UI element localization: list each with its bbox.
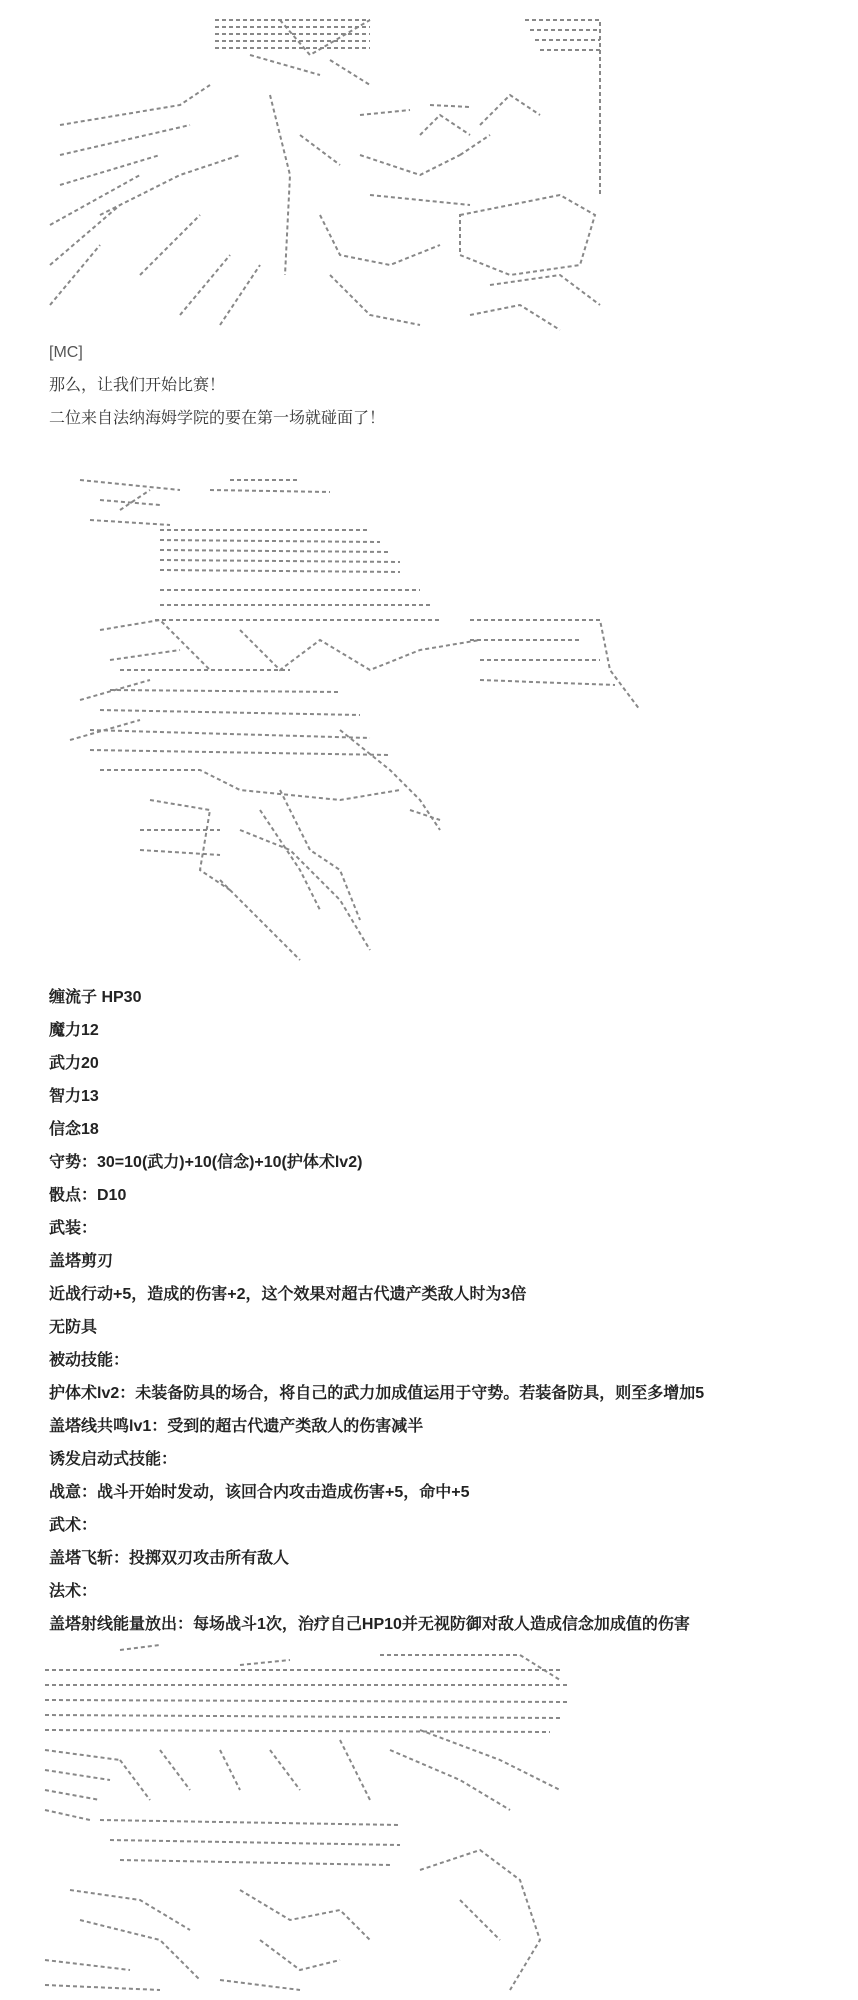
character-sheet-line: 骰点：D10 <box>49 1187 127 1204</box>
character-sheet-line: 武术： <box>49 1517 98 1534</box>
character-sheet-line: 盖塔飞斩：投掷双刃攻击所有敌人 <box>49 1550 290 1567</box>
ascii-art-illustration-top <box>40 15 640 335</box>
character-sheet-line: 缠流子 HP30 <box>49 989 142 1006</box>
character-sheet-line: 盖塔线共鸣lv1：受到的超古代遗产类敌人的伤害减半 <box>49 1418 424 1435</box>
character-sheet-line: 无防具 <box>49 1319 98 1336</box>
ascii-art-illustration-character <box>40 470 640 970</box>
character-sheet-line: 智力13 <box>49 1088 99 1105</box>
character-sheet-line: 守势：30=10(武力)+10(信念)+10(护体术lv2) <box>49 1154 363 1171</box>
character-sheet-line: 诱发启动式技能： <box>49 1451 178 1468</box>
character-sheet-line: 法术： <box>49 1583 98 1600</box>
character-sheet-line: 信念18 <box>49 1121 99 1138</box>
dialogue-speaker: [MC] <box>49 344 83 361</box>
character-sheet-line: 护体术lv2：未装备防具的场合，将自己的武力加成值运用于守势。若装备防具，则至多增加5 <box>49 1385 705 1402</box>
character-sheet-line: 武力20 <box>49 1055 99 1072</box>
character-sheet-line: 近战行动+5，造成的伤害+2，这个效果对超古代遗产类敌人时为3倍 <box>49 1286 527 1303</box>
character-sheet-line: 魔力12 <box>49 1022 99 1039</box>
character-sheet-line: 被动技能： <box>49 1352 130 1369</box>
dialogue-line-1: 那么，让我们开始比赛！ <box>49 377 226 394</box>
character-sheet-line: 战意：战斗开始时发动，该回合内攻击造成伤害+5，命中+5 <box>49 1484 470 1501</box>
character-sheet-line: 武装： <box>49 1220 98 1237</box>
ascii-art-illustration-bottom <box>40 1640 600 2000</box>
character-sheet-line: 盖塔射线能量放出：每场战斗1次，治疗自己HP10并无视防御对敌人造成信念加成值的伤害 <box>49 1616 690 1633</box>
dialogue-line-2: 二位来自法纳海姆学院的要在第一场就碰面了！ <box>49 410 386 427</box>
character-sheet-line: 盖塔剪刃 <box>49 1253 114 1270</box>
